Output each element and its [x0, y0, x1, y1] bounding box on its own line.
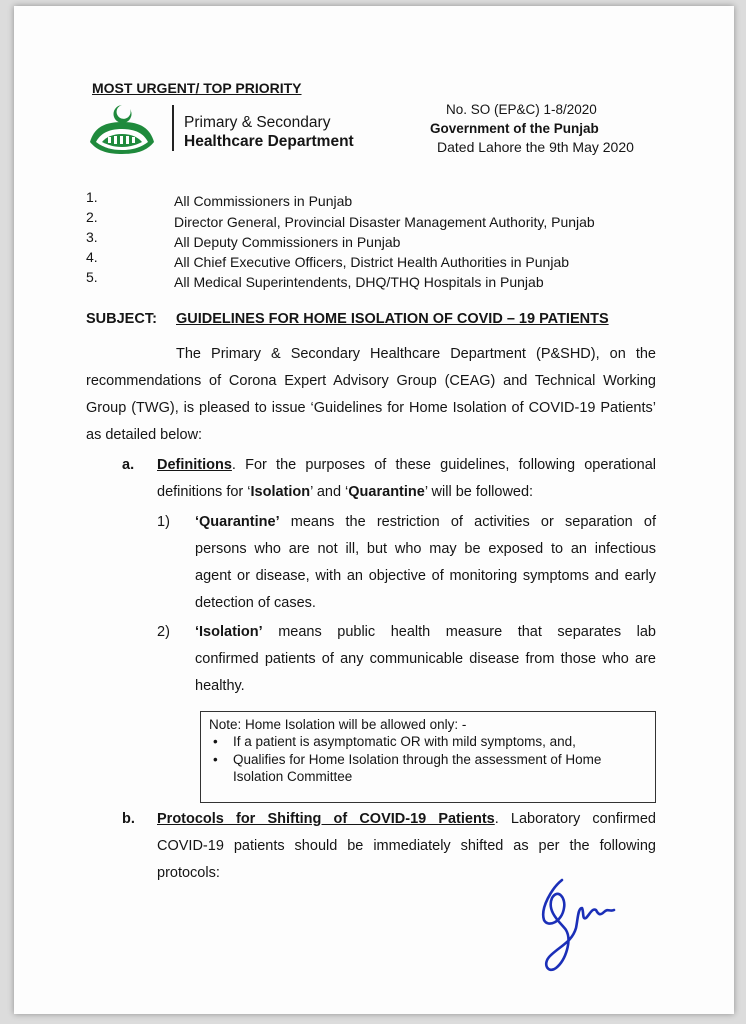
section-b-line1	[157, 806, 656, 832]
definition-first-line	[195, 619, 656, 645]
addressee-text: All Deputy Commissioners in Punjab	[174, 234, 401, 250]
definition-line: confirmed patients of any communicable disease from those who are	[195, 651, 656, 667]
note-bullet-text: Qualifies for Home Isolation through the assessment of Home	[233, 752, 602, 767]
punjab-government-logo	[86, 102, 158, 154]
note-box	[200, 711, 656, 803]
section-b-line2: COVID-19 patients should be immediately shifted as per the following	[157, 838, 656, 854]
header-divider	[172, 105, 174, 151]
note-title: Note: Home Isolation will be allowed only: -	[209, 717, 467, 732]
handwritten-signature	[522, 868, 622, 978]
section-a-line2-text: definitions for ‘	[157, 484, 251, 500]
section-b-line3: protocols:	[157, 865, 220, 881]
section-a-line1	[157, 452, 656, 478]
note-bullet-text: If a patient is asymptomatic OR with mild symptoms, and,	[233, 734, 576, 749]
addressee-text: Director General, Provincial Disaster Management Authority, Punjab	[174, 214, 595, 230]
section-a-line1-text: . For the purposes of these guidelines, following operational	[231, 457, 656, 473]
section-b-line1-text: . Laboratory confirmed	[494, 811, 656, 827]
addressee-text: All Chief Executive Officers, District Health Authorities in Punjab	[174, 254, 570, 270]
note-bullet-text: Isolation Committee	[233, 769, 353, 784]
bullet-icon: •	[213, 734, 218, 749]
addressee-number: 3.	[86, 229, 98, 245]
definition-line: agent or disease, with an objective of monitoring symptoms and early	[195, 568, 656, 584]
quarantine-definition-term: ‘Quarantine’	[195, 514, 280, 530]
department-name-line1: Primary & Secondary	[184, 114, 331, 131]
bullet-icon: •	[213, 752, 218, 767]
definition-number: 2)	[157, 624, 170, 640]
section-b-marker: b.	[122, 811, 135, 827]
section-a-marker: a.	[122, 457, 135, 473]
date-line: Dated Lahore the 9th May 2020	[437, 139, 634, 155]
definition-text: means the restriction of activities or separation of	[279, 514, 656, 530]
priority-heading: MOST URGENT/ TOP PRIORITY	[92, 80, 302, 96]
intro-paragraph-line: as detailed below:	[86, 427, 203, 443]
section-a-line2-text: ’ will be followed:	[424, 484, 534, 500]
addressee-text: All Commissioners in Punjab	[174, 193, 353, 209]
reference-number: No. SO (EP&C) 1-8/2020	[446, 102, 597, 117]
department-name-line2: Healthcare Department	[184, 133, 354, 150]
addressee-number: 2.	[86, 209, 98, 225]
definition-first-line	[195, 509, 656, 535]
isolation-term: Isolation	[250, 484, 311, 500]
definition-line: persons who are not ill, but who may be exposed to an infectious	[195, 541, 656, 557]
addressee-text: All Medical Superintendents, DHQ/THQ Hospitals in Punjab	[174, 274, 544, 290]
definitions-heading: Definitions	[157, 457, 232, 473]
definition-line: detection of cases.	[195, 595, 316, 611]
document-page	[14, 6, 734, 1014]
addressee-number: 5.	[86, 269, 98, 285]
definition-text: means public health measure that separates lab	[262, 624, 656, 640]
definition-line: healthy.	[195, 678, 245, 694]
subject-label: SUBJECT:	[86, 311, 157, 327]
quarantine-term: Quarantine	[348, 484, 425, 500]
definition-number: 1)	[157, 514, 170, 530]
section-a-line2	[157, 479, 533, 505]
intro-paragraph-line: recommendations of Corona Expert Advisory Group (CEAG) and Technical Working	[86, 373, 656, 389]
subject-title: GUIDELINES FOR HOME ISOLATION OF COVID – 19 PATIENTS	[176, 311, 609, 327]
addressee-number: 4.	[86, 249, 98, 265]
addressee-number: 1.	[86, 189, 98, 205]
government-name: Government of the Punjab	[430, 121, 599, 136]
protocols-heading: Protocols for Shifting of COVID-19 Patients	[157, 811, 495, 827]
section-a-line2-text: ’ and ‘	[310, 484, 349, 500]
intro-paragraph-line: The Primary & Secondary Healthcare Department (P&SHD), on the	[176, 346, 656, 362]
isolation-definition-term: ‘Isolation’	[195, 624, 263, 640]
intro-paragraph-line: Group (TWG), is pleased to issue ‘Guidelines for Home Isolation of COVID-19 Patients’	[86, 400, 656, 416]
